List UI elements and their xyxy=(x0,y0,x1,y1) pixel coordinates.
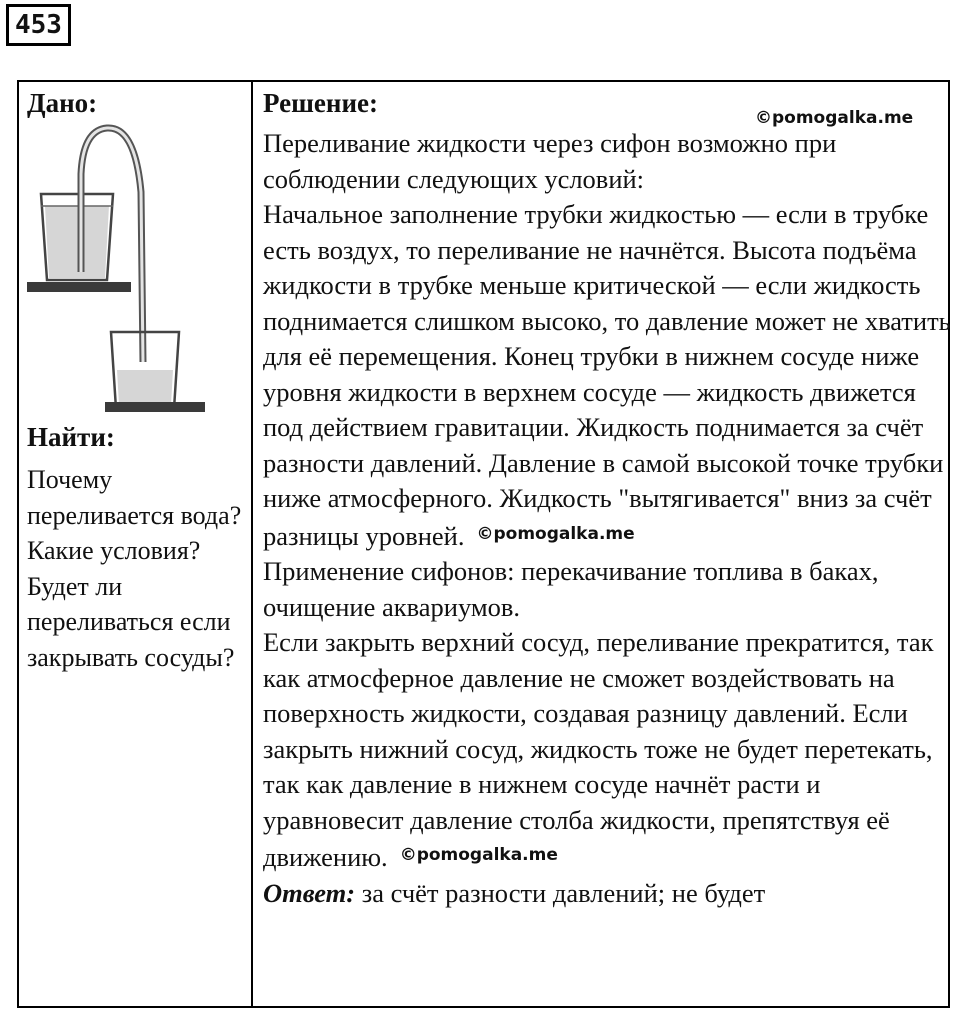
given-column xyxy=(19,82,251,1006)
answer-line xyxy=(263,876,953,912)
find-heading: Найти: xyxy=(27,422,115,452)
given-heading: Дано: xyxy=(27,88,98,118)
answer-label: Ответ: xyxy=(263,877,356,908)
upper-glass-liquid xyxy=(45,206,109,278)
watermark: ©pomogalka.me xyxy=(399,845,558,865)
problem-number: 453 xyxy=(6,4,71,46)
upper-stand xyxy=(27,282,131,292)
solution-paragraph-applications: Применение сифонов: перекачивание топлива в баках, очищение аквариумов. xyxy=(263,556,879,622)
solution-paragraph-conditions xyxy=(263,197,953,554)
lower-stand xyxy=(105,402,205,412)
solution-text xyxy=(263,126,953,911)
solution-column xyxy=(255,82,951,1006)
solution-closed-vessels-text: Если закрыть верхний сосуд, переливание прекратится, так как атмосферное давление не сможет воздействовать на поверхность жидкости, создавая разницу давлений. Если закрыть нижний сосуд, жидкость тоже не будет перетекать, так как давление в нижнем сосуде начнёт расти и уравновесит давление столба жидкости, препятствуя её движению. xyxy=(263,627,934,872)
solution-paragraph-conditions-intro: Переливание жидкости через сифон возможно при соблюдении следующих условий: xyxy=(263,128,837,194)
column-divider xyxy=(251,82,253,1006)
solution-conditions-text: Начальное заполнение трубки жидкостью — если в трубке есть воздух, то переливание не начнётся. Высота подъёма жидкости в трубке меньше критической — если жидкость поднимается слишком высоко, то давление может не хватить для её перемещения. Конец трубки в нижнем сосуде ниже уровня жидкости в верхнем сосуде — жидкость движется под действием гравитации. Жидкость поднимается за счёт разности давлений. Давление в самой высокой точке трубки ниже атмосферного. Жидкость "вытягивается" вниз за счёт разницы уровней. xyxy=(263,199,951,551)
answer-text: за счёт разности давлений; не будет xyxy=(361,877,766,908)
solution-heading: Решение: xyxy=(263,88,378,118)
watermark: ©pomogalka.me xyxy=(476,523,635,544)
siphon-illustration xyxy=(23,122,247,412)
solution-paragraph-closed-vessels xyxy=(263,625,953,876)
watermark: ©pomogalka.me xyxy=(755,108,914,128)
find-question: Почему переливается вода? Какие условия? Будет ли переливаться если закрывать сосуды? xyxy=(27,465,242,672)
task-table xyxy=(17,80,950,1008)
